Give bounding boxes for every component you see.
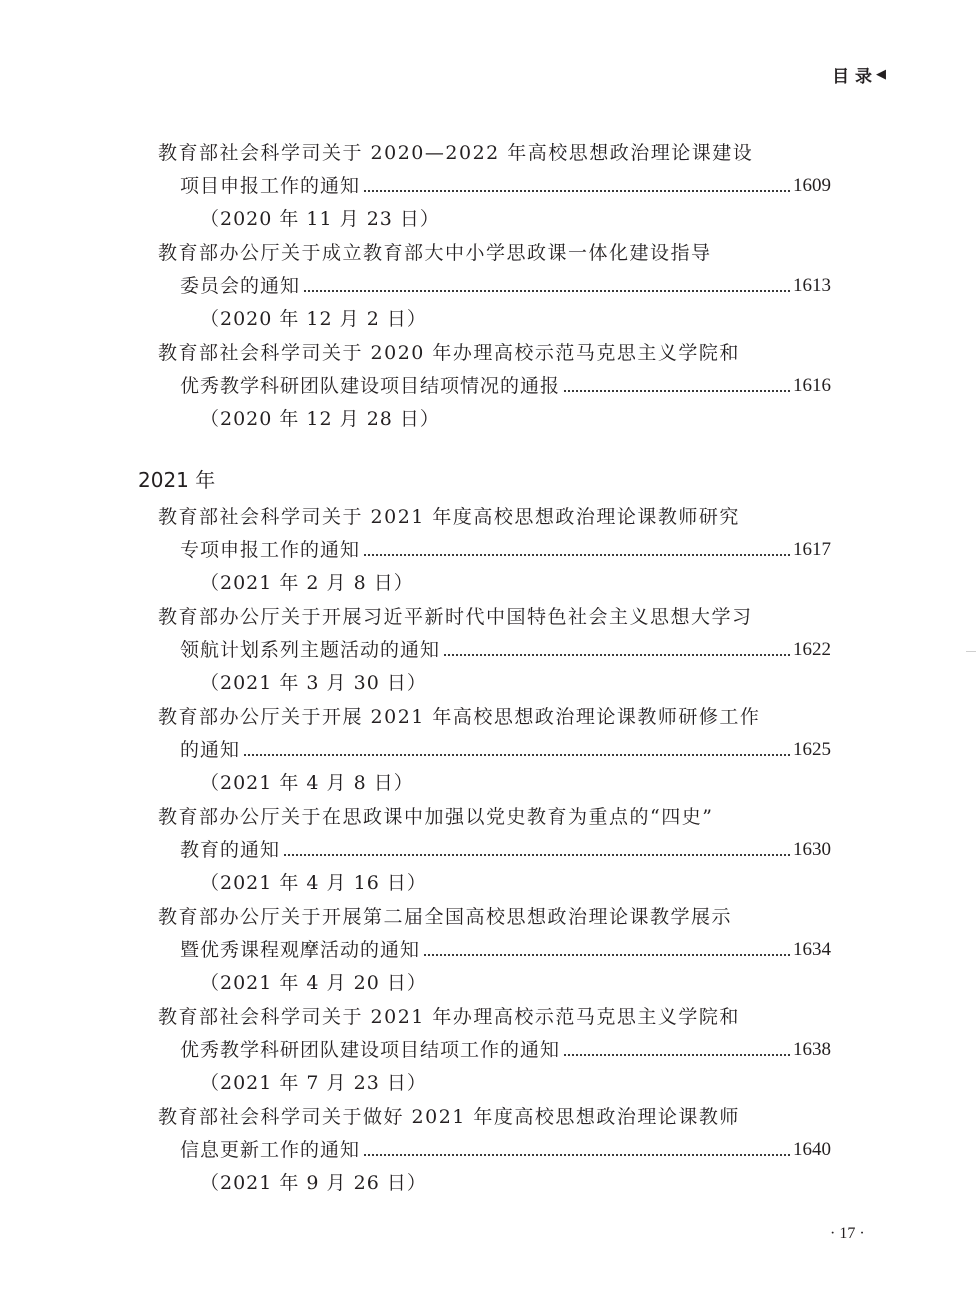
entry-date: （2020 年 12 月 28 日）: [200, 408, 440, 430]
entry-title-line2: 委员会的通知: [180, 275, 301, 297]
dot-leader: [364, 1153, 790, 1156]
left-triangle-icon: ◀: [876, 67, 886, 82]
entry-date: （2021 年 4 月 16 日）: [200, 872, 427, 894]
entry-title-line2: 信息更新工作的通知: [180, 1139, 361, 1161]
page-number: · 17 ·: [830, 1225, 865, 1242]
dot-leader: [364, 553, 790, 556]
entry-title-line1: 教育部办公厅关于在思政课中加强以党史教育为重点的“四史”: [158, 806, 714, 828]
toc-entry[interactable]: [0, 1005, 976, 1105]
entry-leader-line: [180, 1038, 831, 1062]
entry-title-line2: 领航计划系列主题活动的通知: [180, 639, 441, 661]
entry-date: （2020 年 12 月 2 日）: [200, 308, 427, 330]
entry-page-number: 1625: [793, 739, 831, 760]
entry-title-line1: 教育部社会科学司关于做好 2021 年度高校思想政治理论课教师: [158, 1106, 740, 1128]
toc-entry[interactable]: [0, 805, 976, 905]
entry-title-line1: 教育部办公厅关于开展第二届全国高校思想政治理论课教学展示: [158, 906, 733, 928]
section-2021-entries: [0, 505, 976, 1205]
running-head: [832, 62, 886, 87]
entry-leader-line: [180, 174, 831, 198]
section-2020-entries: [0, 141, 976, 441]
entry-page-number: 1634: [793, 939, 831, 960]
entry-leader-line: [180, 1138, 831, 1162]
toc-entry[interactable]: [0, 905, 976, 1005]
entry-title-line2: 优秀教学科研团队建设项目结项工作的通知: [180, 1039, 561, 1061]
entry-date: （2020 年 11 月 23 日）: [200, 208, 440, 230]
entry-title-line2: 专项申报工作的通知: [180, 539, 361, 561]
entry-title-line2: 的通知: [180, 739, 241, 761]
entry-date: （2021 年 4 月 8 日）: [200, 772, 414, 794]
entry-leader-line: [180, 274, 831, 298]
year-heading: 2021 年: [138, 468, 216, 492]
entry-page-number: 1613: [793, 275, 831, 296]
entry-page-number: 1622: [793, 639, 831, 660]
dot-leader: [564, 389, 790, 392]
dot-leader: [364, 189, 790, 192]
entry-page-number: 1616: [793, 375, 831, 396]
entry-title-line2: 教育的通知: [180, 839, 281, 861]
entry-page-number: 1609: [793, 175, 831, 196]
toc-entry[interactable]: [0, 705, 976, 805]
toc-entry[interactable]: [0, 505, 976, 605]
entry-title-line1: 教育部社会科学司关于 2020 年办理高校示范马克思主义学院和: [158, 342, 740, 364]
entry-date: （2021 年 7 月 23 日）: [200, 1072, 427, 1094]
entry-leader-line: [180, 374, 831, 398]
toc-entry[interactable]: [0, 141, 976, 241]
dot-leader: [304, 289, 790, 292]
entry-title-line1: 教育部社会科学司关于 2021 年办理高校示范马克思主义学院和: [158, 1006, 740, 1028]
entry-date: （2021 年 9 月 26 日）: [200, 1172, 427, 1194]
dot-leader: [284, 853, 790, 856]
entry-page-number: 1638: [793, 1039, 831, 1060]
entry-date: （2021 年 3 月 30 日）: [200, 672, 427, 694]
entry-title-line2: 暨优秀课程观摩活动的通知: [180, 939, 421, 961]
entry-leader-line: [180, 938, 831, 962]
entry-title-line1: 教育部办公厅关于成立教育部大中小学思政课一体化建设指导: [158, 242, 712, 264]
entry-title-line1: 教育部社会科学司关于 2021 年度高校思想政治理论课教师研究: [158, 506, 740, 528]
entry-title-line2: 项目申报工作的通知: [180, 175, 361, 197]
dot-leader: [244, 753, 790, 756]
entry-title-line1: 教育部办公厅关于开展习近平新时代中国特色社会主义思想大学习: [158, 606, 753, 628]
toc-entry[interactable]: [0, 1105, 976, 1205]
entry-leader-line: [180, 538, 831, 562]
running-head-title: 目 录: [832, 67, 872, 87]
entry-date: （2021 年 4 月 20 日）: [200, 972, 427, 994]
dot-leader: [564, 1053, 790, 1056]
entry-leader-line: [180, 638, 831, 662]
toc-entry[interactable]: [0, 241, 976, 341]
entry-title-line1: 教育部社会科学司关于 2020—2022 年高校思想政治理论课建设: [158, 142, 754, 164]
toc-entry[interactable]: [0, 605, 976, 705]
entry-page-number: 1630: [793, 839, 831, 860]
entry-date: （2021 年 2 月 8 日）: [200, 572, 414, 594]
entry-title-line1: 教育部办公厅关于开展 2021 年高校思想政治理论课教师研修工作: [158, 706, 761, 728]
dot-leader: [444, 653, 790, 656]
entry-page-number: 1617: [793, 539, 831, 560]
entry-title-line2: 优秀教学科研团队建设项目结项情况的通报: [180, 375, 561, 397]
toc-entry[interactable]: [0, 341, 976, 441]
dot-leader: [424, 953, 790, 956]
entry-leader-line: [180, 738, 831, 762]
entry-leader-line: [180, 838, 831, 862]
entry-page-number: 1640: [793, 1139, 831, 1160]
